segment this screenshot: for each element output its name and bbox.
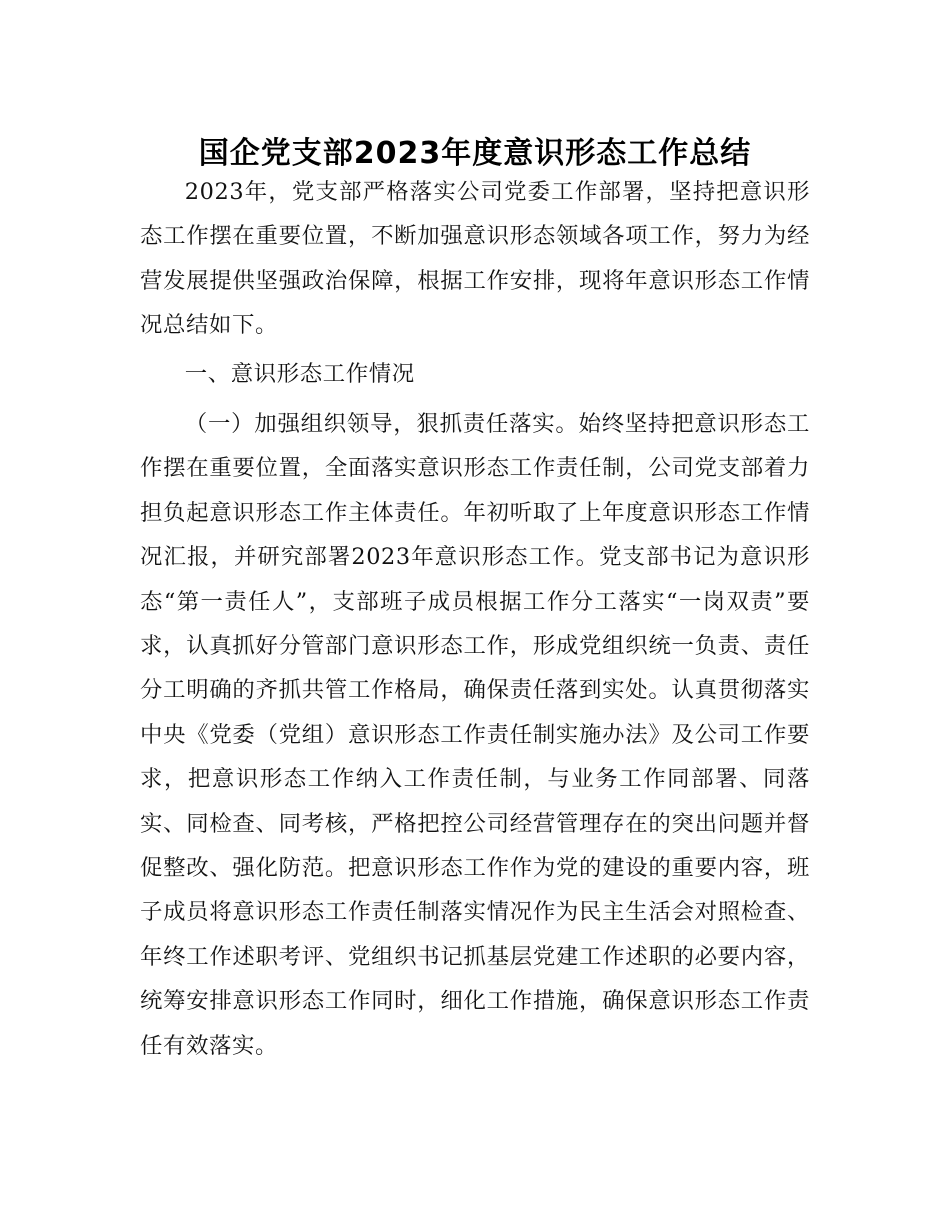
section-1-paragraph-1: （一）加强组织领导，狠抓责任落实。始终坚持把意识形态工作摆在重要位置，全面落实意识形态工作责任制，公司党支部着力担负起意识形态工作主体责任。年初听取了上年度意识形态工作情况汇报，并研究部署2023年意识形态工作。党支部书记为意识形态“第一责任人”，支部班子成员根据工作分工落实“一岗双责”要求，认真抓好分管部门意识形态工作，形成党组织统一负责、责任分工明确的齐抓共管工作格局，确保责任落到实处。认真贯彻落实中央《党委（党组）意识形态工作责任制实施办法》及公司工作要求，把意识形态工作纳入工作责任制，与业务工作同部署、同落实、同检查、同考核，严格把控公司经营管理存在的突出问题并督促整改、强化防范。把意识形态工作作为党的建设的重要内容，班子成员将意识形态工作责任制落实情况作为民主生活会对照检查、年终工作述职考评、党组织书记抓基层党建工作述职的必要内容，统筹安排意识形态工作同时，细化工作措施，确保意识形态工作责任有效落实。 [140, 411, 810, 1059]
document-title: 国企党支部2023年度意识形态工作总结 [198, 136, 752, 172]
intro-paragraph: 2023年，党支部严格落实公司党委工作部署，坚持把意识形态工作摆在重要位置，不断加强意识形态领域各项工作，努力为经营发展提供坚强政治保障，根据工作安排，现将年意识形态工作情况总结如下。 [140, 179, 810, 339]
section-heading-1: 一、意识形态工作情况 [184, 361, 415, 387]
